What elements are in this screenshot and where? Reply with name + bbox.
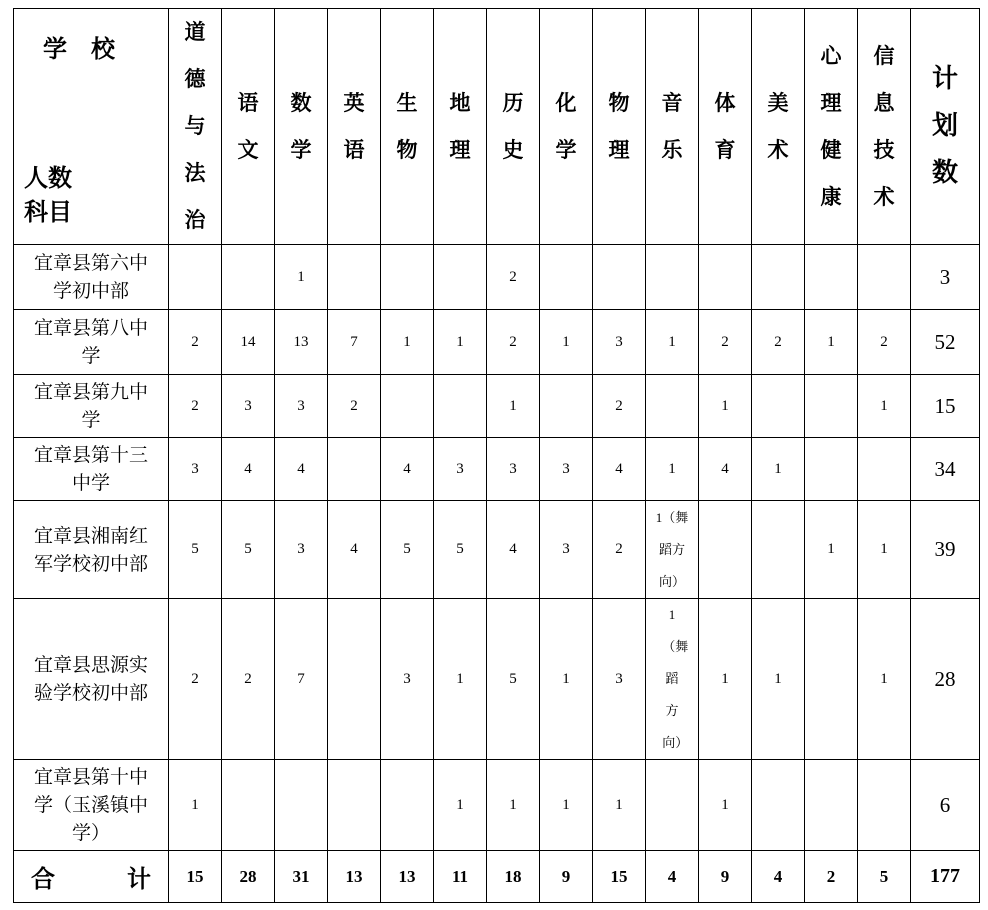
value-cell: 2 — [752, 310, 805, 375]
summary-value-cell: 13 — [328, 851, 381, 903]
value-cell: 7 — [275, 599, 328, 760]
school-name-cell — [14, 599, 169, 760]
value-cell: 2 — [169, 310, 222, 375]
value-cell — [752, 245, 805, 310]
value-cell: 1 — [593, 760, 646, 851]
value-cell — [858, 438, 911, 501]
table-row — [14, 501, 980, 599]
value-note: 1（舞蹈方向） — [655, 509, 689, 589]
value-cell: 2 — [699, 310, 752, 375]
header-row — [14, 9, 980, 245]
value-cell — [646, 501, 699, 599]
value-cell: 5 — [381, 501, 434, 599]
subject-header-13 — [858, 9, 911, 245]
corner-school-label: 学 校 — [43, 35, 115, 63]
plan-header-label: 计划数 — [931, 64, 958, 188]
summary-value-cell: 15 — [593, 851, 646, 903]
row-total-cell: 6 — [911, 760, 980, 851]
value-cell — [752, 501, 805, 599]
table-row — [14, 599, 980, 760]
value-cell — [381, 375, 434, 438]
value-cell: 1 — [858, 375, 911, 438]
value-cell: 1 — [434, 599, 487, 760]
subject-header-11 — [752, 9, 805, 245]
row-total-cell: 52 — [911, 310, 980, 375]
school-name-cell — [14, 760, 169, 851]
row-total-cell: 3 — [911, 245, 980, 310]
value-cell: 3 — [434, 438, 487, 501]
value-cell — [328, 245, 381, 310]
value-cell: 4 — [593, 438, 646, 501]
value-cell: 1 — [487, 375, 540, 438]
value-cell — [805, 438, 858, 501]
value-cell: 3 — [275, 501, 328, 599]
value-cell — [805, 599, 858, 760]
value-cell: 1 — [540, 310, 593, 375]
table-row — [14, 438, 980, 501]
value-cell: 3 — [540, 501, 593, 599]
value-cell — [858, 245, 911, 310]
value-cell: 1 — [699, 599, 752, 760]
plan-header — [911, 9, 980, 245]
value-cell: 1 — [858, 599, 911, 760]
value-cell — [699, 501, 752, 599]
subject-header-1 — [222, 9, 275, 245]
value-cell: 1 — [646, 438, 699, 501]
summary-total-cell: 177 — [911, 851, 980, 903]
value-cell — [328, 760, 381, 851]
subject-header-label: 道德与法治 — [184, 20, 206, 232]
value-cell: 2 — [593, 501, 646, 599]
value-cell — [434, 245, 487, 310]
subject-header-label: 语文 — [237, 90, 259, 162]
value-cell — [805, 760, 858, 851]
subject-header-12 — [805, 9, 858, 245]
value-cell: 13 — [275, 310, 328, 375]
value-cell: 4 — [275, 438, 328, 501]
value-cell: 3 — [593, 310, 646, 375]
subject-header-label: 英语 — [343, 90, 365, 162]
school-name-cell — [14, 375, 169, 438]
value-cell — [540, 245, 593, 310]
value-cell — [222, 760, 275, 851]
value-cell: 2 — [858, 310, 911, 375]
subject-header-label: 信息技术 — [873, 43, 895, 209]
summary-value-cell: 11 — [434, 851, 487, 903]
value-cell — [646, 375, 699, 438]
value-cell — [858, 760, 911, 851]
subject-header-10 — [699, 9, 752, 245]
value-cell — [275, 760, 328, 851]
value-cell — [381, 245, 434, 310]
value-cell — [222, 245, 275, 310]
value-cell: 1 — [487, 760, 540, 851]
value-cell: 3 — [222, 375, 275, 438]
value-cell: 2 — [487, 245, 540, 310]
summary-label: 合计 — [31, 865, 151, 893]
summary-row — [14, 851, 980, 903]
school-name: 宜章县思源实验学校初中部 — [33, 654, 148, 704]
recruitment-table — [13, 8, 980, 903]
subject-header-label: 美术 — [767, 90, 789, 162]
value-cell: 5 — [169, 501, 222, 599]
school-name: 宜章县第八中学 — [33, 317, 148, 367]
value-cell: 1 — [752, 599, 805, 760]
value-cell — [752, 760, 805, 851]
subject-header-7 — [540, 9, 593, 245]
value-cell: 2 — [328, 375, 381, 438]
value-cell — [593, 245, 646, 310]
school-name-cell — [14, 245, 169, 310]
value-cell: 1 — [540, 760, 593, 851]
school-name-cell — [14, 310, 169, 375]
value-cell: 1 — [169, 760, 222, 851]
value-cell: 3 — [487, 438, 540, 501]
value-cell: 1 — [699, 760, 752, 851]
row-total-cell: 28 — [911, 599, 980, 760]
value-cell: 4 — [222, 438, 275, 501]
value-cell: 5 — [222, 501, 275, 599]
value-cell — [540, 375, 593, 438]
value-cell: 2 — [487, 310, 540, 375]
value-cell: 4 — [699, 438, 752, 501]
subject-header-label: 历史 — [502, 90, 524, 162]
value-cell: 7 — [328, 310, 381, 375]
value-cell: 1 — [752, 438, 805, 501]
value-cell: 4 — [381, 438, 434, 501]
summary-value-cell: 13 — [381, 851, 434, 903]
value-cell: 5 — [487, 599, 540, 760]
summary-value-cell: 31 — [275, 851, 328, 903]
value-cell: 1 — [805, 501, 858, 599]
value-cell — [805, 245, 858, 310]
school-name: 宜章县第九中学 — [33, 381, 148, 431]
value-cell — [646, 245, 699, 310]
summary-value-cell: 5 — [858, 851, 911, 903]
value-cell: 3 — [593, 599, 646, 760]
value-cell: 1 — [858, 501, 911, 599]
value-cell: 2 — [169, 375, 222, 438]
subject-header-2 — [275, 9, 328, 245]
value-cell — [381, 760, 434, 851]
value-cell: 1 — [646, 310, 699, 375]
subject-header-label: 生物 — [396, 90, 418, 162]
value-cell: 1 — [699, 375, 752, 438]
value-cell — [646, 599, 699, 760]
school-name: 宜章县第六中学初中部 — [33, 252, 148, 302]
value-cell: 1 — [434, 310, 487, 375]
value-cell — [169, 245, 222, 310]
subject-header-label: 音乐 — [661, 90, 683, 162]
subject-header-4 — [381, 9, 434, 245]
value-cell: 1 — [275, 245, 328, 310]
subject-header-label: 心理健康 — [820, 43, 842, 209]
value-cell: 4 — [328, 501, 381, 599]
summary-value-cell: 2 — [805, 851, 858, 903]
value-cell: 2 — [222, 599, 275, 760]
value-cell: 5 — [434, 501, 487, 599]
summary-label-cell — [14, 851, 169, 903]
summary-value-cell: 4 — [646, 851, 699, 903]
table-row — [14, 760, 980, 851]
table-row — [14, 310, 980, 375]
value-cell: 3 — [169, 438, 222, 501]
value-cell: 4 — [487, 501, 540, 599]
summary-value-cell: 9 — [540, 851, 593, 903]
summary-value-cell: 28 — [222, 851, 275, 903]
school-name-cell — [14, 501, 169, 599]
row-total-cell: 15 — [911, 375, 980, 438]
summary-value-cell: 15 — [169, 851, 222, 903]
value-cell: 2 — [593, 375, 646, 438]
corner-count-label: 人数 — [24, 164, 72, 192]
table-row — [14, 245, 980, 310]
subject-header-0 — [169, 9, 222, 245]
value-cell — [328, 438, 381, 501]
value-cell: 1 — [540, 599, 593, 760]
value-cell: 3 — [540, 438, 593, 501]
school-name: 宜章县湘南红军学校初中部 — [33, 524, 148, 575]
subject-header-label: 地理 — [449, 90, 471, 162]
value-note: 1（舞蹈方向） — [662, 607, 689, 750]
subject-header-label: 体育 — [714, 90, 736, 162]
subject-header-5 — [434, 9, 487, 245]
subject-header-label: 物理 — [608, 90, 630, 162]
value-cell: 1 — [434, 760, 487, 851]
value-cell: 1 — [381, 310, 434, 375]
school-name-cell — [14, 438, 169, 501]
subject-header-label: 数学 — [290, 90, 312, 162]
table-row — [14, 375, 980, 438]
subject-header-9 — [646, 9, 699, 245]
summary-value-cell: 18 — [487, 851, 540, 903]
value-cell — [699, 245, 752, 310]
value-cell: 3 — [275, 375, 328, 438]
corner-subject-label: 科目 — [24, 198, 72, 226]
school-name: 宜章县第十三中学 — [33, 444, 148, 494]
value-cell — [646, 760, 699, 851]
school-name: 宜章县第十中学（玉溪镇中学） — [33, 766, 148, 844]
subject-header-6 — [487, 9, 540, 245]
summary-value-cell: 9 — [699, 851, 752, 903]
row-total-cell: 34 — [911, 438, 980, 501]
subject-header-label: 化学 — [555, 90, 577, 162]
value-cell: 14 — [222, 310, 275, 375]
subject-header-8 — [593, 9, 646, 245]
row-total-cell: 39 — [911, 501, 980, 599]
summary-value-cell: 4 — [752, 851, 805, 903]
value-cell: 3 — [381, 599, 434, 760]
subject-header-3 — [328, 9, 381, 245]
value-cell — [752, 375, 805, 438]
value-cell — [328, 599, 381, 760]
value-cell — [434, 375, 487, 438]
value-cell: 1 — [805, 310, 858, 375]
value-cell: 2 — [169, 599, 222, 760]
corner-cell — [14, 9, 169, 245]
value-cell — [805, 375, 858, 438]
